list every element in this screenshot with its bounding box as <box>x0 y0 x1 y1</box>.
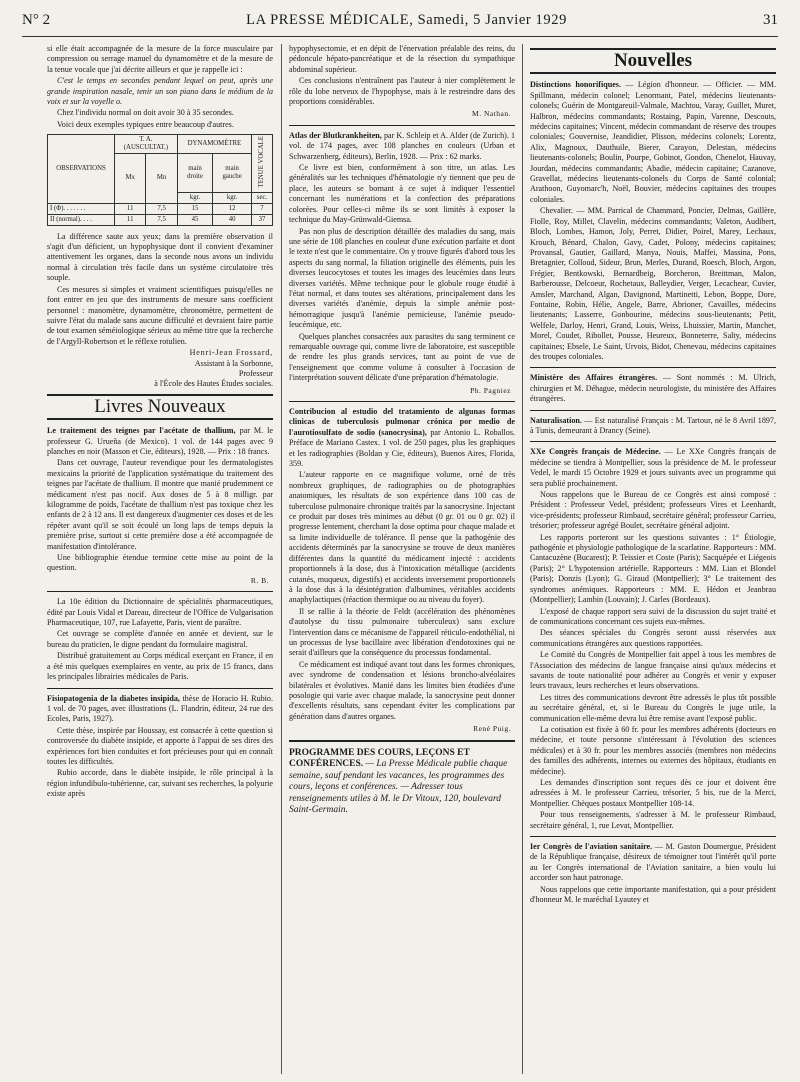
news-item: Ier Congrès de l'aviation sanitaire. — M. Gaston Doumergue, Président de la République française, désireux de témoigner tout l'intérêt qu'il porte au Ier Congrès international de l'Aviation sanitaire, a bien voulu lui accorder son haut patronage. <box>530 842 776 883</box>
paragraph: Ces conclusions n'entraînent pas l'auteur à nier complètement le rôle du lobe nerveux de l'hypophyse, mais à le restreindre dans des proportions considérables. <box>289 76 515 107</box>
paragraph: La 10e édition du Dictionnaire de spécialités pharmaceutiques, édité par Louis Vidal et Dareau, directeur de l'Office de Vulgarisation Pharmaceutique, 107, rue Lafayette, Paris, vient de paraître. <box>47 597 273 628</box>
paragraph: Nous rappelons que cette importante manifestation, qui a pour président d'honneur M. le maréchal Lyautey et <box>530 884 776 905</box>
issue-number: N° 2 <box>22 12 51 28</box>
header-rule <box>22 36 778 37</box>
paragraph: Les titres des communications devront être adressés le plus tôt possible au secrétaire général, et, si le Bureau du Congrès le juge utile, la communication elle-même devra lui être remise avant l'exposé public. <box>530 692 776 723</box>
column-left <box>47 44 273 1074</box>
paragraph: Distribué gratuitement au Corps médical exerçant en France, il en a été mis quelques exemplaires en vente, au prix de 15 francs, dans les principales librairies médicales de Paris. <box>47 651 273 682</box>
table-row: I (Φ). . . . . . . 11 7,5 15 12 7 <box>48 203 273 214</box>
table-row: II (normal). . . . 11 7,5 45 40 37 <box>48 214 273 225</box>
table-unit: kgr. <box>177 192 212 203</box>
book-review-heading: Contribucion al estudio del tratamiento de algunas formas clinicas de tuberculosis pulmonar crónica por medio de l'aurotiosulfato de sodio (sanocrysina), par Antonio L. Roballos. Préface de Mariano Castex. 1 vol. de 250 pages, plus les graphiques et les radiographies (Boldan y Cie, éditeurs), Buenos Aires, Florida, 359. <box>289 407 515 469</box>
paragraph: Rubio accorde, dans le diabète insipide, le rôle principal à la région infundibulo-tubérienne, car, suivant ses recherches, la polyurie existe après <box>47 768 273 799</box>
review-signature: R. B. <box>250 575 269 585</box>
review-signature: Ph. Pagniez <box>470 385 511 395</box>
section-header-nouvelles <box>530 48 776 74</box>
divider <box>47 688 273 689</box>
programme-notice <box>289 748 515 817</box>
paragraph: Les demandes d'inscription sont reçues dès ce jour et doivent être adressées à M. le professeur Carrieu, trésorier, 5 bis, rue de la Merci, Montpellier. Chèques postaux Montpellier 108-14. <box>530 778 776 808</box>
table-header-ta: T. A. (AUSCULTAT.) <box>115 135 178 154</box>
section-title: Nouvelles <box>613 50 693 71</box>
news-item: Ministère des Affaires étrangères. — Sont nommés : M. Ulrich, chirurgien et M. Déhague, médecin neurologiste, du ministère des Affaires étrangères. <box>530 373 776 404</box>
divider <box>47 591 273 592</box>
table-header-observations: OBSERVATIONS <box>48 135 115 203</box>
paragraph: Chez l'individu normal on doit avoir 30 à 35 secondes. <box>57 108 234 118</box>
paragraph: Il se rallie à la théorie de Feldt (accélération des phénomènes d'autolyse du tissu pulmonaire tuberculeux) sans exclure l'intervention dans ce mécanisme de l'appareil réticulo-endothélial, ni un processus de lyse bacillaire avec libération d'endotoxines qui ne serait d'ailleurs que la conséquence du processus fondamental. <box>289 606 515 658</box>
table-header-main-droite: main droite <box>177 154 212 192</box>
section-title: Livres Nouveaux <box>94 395 226 417</box>
divider <box>289 740 515 742</box>
table-header-main-gauche: main gauche <box>213 154 252 192</box>
running-header <box>22 12 778 34</box>
book-review-heading: Fisiopatogenia de la diabetes insipida, thèse de Horacio H. Rubio. 1 vol. de 70 pages, avec illustrations (L. Flandrin, éditeur, 24 rue des Ecoles, Paris, 1927). <box>47 693 273 724</box>
table-header-dynamometre: DYNAMOMÈTRE <box>177 135 251 154</box>
paragraph: Des séances spéciales du Congrès seront aussi réservées aux communications étrangères aux questions rapportées. <box>530 628 776 648</box>
programme-text: — La Presse Médicale publie chaque semaine, sauf pendant les vacances, les programmes des cours, leçons et conférences. — Adresser tous renseignements utiles à M. le Dr Vitoux, 120, boulevard Saint-Germain. <box>289 759 508 816</box>
column-rule-left <box>281 44 282 1074</box>
paragraph: Les rapports porteront sur les questions suivantes : 1° Étiologie, pathogénie et physiologie pathologique de la scarlatine. Rapporteurs : MM. Cantacuzène (Bucarest); P. Teissier et Coste (Paris); Sacquépée et Liégeois (Paris); 2° L'hypotension artérielle. Rapporteurs : MM. Lian et Blondel (Paris); Donzis (Lyon); G. Giraud (Montpellier); 3° Le traitement des syndromes anémiques. Rapporteurs : MM. E. Hédon et Jeanbrau (Montpellier); Lambin (Louvain); J. Carles (Bordeaux). <box>530 532 776 605</box>
author-signature: Henri-Jean Frossard, Assistant à la Sorbonne, Professeur à l'École des Hautes Études sociales. <box>154 348 273 389</box>
divider <box>289 401 515 402</box>
paragraph: Ces mesures si simples et vraiment scientifiques puisqu'elles ne font entrer en jeu que des instruments de mesure sans coefficient personnel : manomètre, dynamomètre, chronomètre, permettent de suivre l'état du malade sans aucune difficulté et devraient faire partie de tout examen séméiologique sérieux au même titre que la recherche de l'Argyll-Robertson et le réflexe rotulien. <box>47 284 273 346</box>
paragraph: L'exposé de chaque rapport sera suivi de la discussion du sujet traité et de communications concernant ces sujets eux-mêmes. <box>530 606 776 626</box>
divider <box>289 125 515 126</box>
news-item: XXe Congrès français de Médecine. — Le XXe Congrès français de médecine se tiendra à Montpellier, sous la présidence de M. le professeur Vedel, le mardi 15 Octobre 1929 et jours suivants avec un programme qui sera publié prochainement. <box>530 447 776 488</box>
article-continuation: si elle était accompagnée de la mesure de la force musculaire par compression ou serrage manuel du dynamomètre et de la mesure de la tenue vocale que j'ai décrite ailleurs et que je rappelle ici : <box>47 44 273 74</box>
paragraph: Le Comité du Congrès de Montpellier fait appel à tous les membres de l'Association des médecins de langue française ainsi qu'aux médecins et savants de toute nationalité pour adhérer au Congrès et venir y exposer leurs travaux, leurs recherches et leurs observations. <box>530 650 776 691</box>
paragraph: Chevalier. — MM. Parrical de Chammard, Poncier, Delmas, Gaillère, Fiolle, Roy, Millet, Clavelin, médecins commandants; Valeton, Audibert, Bloch, Lombes, Hamon, Joly, Perret, Didier, Poirel, Marey, Lechaux, Krouch, Bénard, Chalon, Gavy, Cadet, Polony, médecins capitaines; Provansal, Gautier, Gaillard, Manya, Nouis, Maffei, Massina, Pons, Bretagnier, Colloud, Sideur, Brun, Merles, Durand, Roesch, Bloch, Argon, Frégier, Bentkowski, Bernardbeig, Borcheron, Breittman, Malon, Barberousse, Delcoeur, Rochetaux, Balleydier, Verger, Lecachear, Cuvier, Amsler, Marchand, Algan, Davignond, Martinetti, Lebon, Boppe, Dore, Fontaine, Robin, Hélie, Angele, Barre, Abrioner, Cavailles, médecins lieutenants; Lasserre, Gonbourine, médecins sous-lieutenants; Petit, Welfele, Darloy, Henri, Grand, Louis, Weiss, Lhuissier, Martin, Manchet, Morel, Coudet, Ribollet, Pousse, Heureux, Bonneterre, Salty, médecins capitaines; Ebsele, Le Saint, Urvois, Bidot, Chenevau, médecins capitaines des troupes coloniales. <box>530 206 776 361</box>
measurements-table <box>47 134 273 225</box>
definition-quote: C'est le temps en secondes pendant lequel on peut, après une grande inspiration nasale, tenir un son piano dans le médium de la voix et sur la voyelle o. <box>47 76 273 107</box>
paragraph: Pas non plus de description détaillée des maladies du sang, mais une série de 108 planches en couleur d'une exécution parfaite et dont le texte n'est que le commentaire. On y trouve figurés d'abord tous les aspects du sang normal, la filiation originelle des éléments, puis les diverses leucocytoses et toutes les images des leucémies dans leurs diverses variétés. Même technique pour le globule rouge étudié à l'état normal, et dans toutes ses altérations, principalement dans les diverses variétés d'anémie, depuis la simple anémie post-hémorragique jusqu'à l'anémie pernicieuse, l'anémie pseudo-leucémique, etc. <box>289 226 515 330</box>
paragraph: Cet ouvrage se complète d'année en année et devient, sur le bureau du praticien, le digne pendant du formulaire magistral. <box>47 629 273 649</box>
paragraph: Cette thèse, inspirée par Houssay, est consacrée à cette question si controversée du diabète insipide, et apporte à l'appui de ses dires des expériences fort bien conduites et fort précieuses pour qui en connaît toutes les difficultés. <box>47 725 273 766</box>
divider <box>530 410 776 411</box>
news-item: Naturalisation. — Est naturalisé Français : M. Tartour, né le 8 Avril 1897, à Tunis, demeurant à Drancy (Seine). <box>530 415 776 435</box>
paragraph: Une bibliographie étendue termine cette mise au point de la question. <box>47 553 273 573</box>
section-header-livres <box>47 394 273 420</box>
paragraph: Nous rappelons que le Bureau de ce Congrès est ainsi composé : Président : Professeur Vedel, président; professeurs Vires et Leenhardt, vice-présidents; professeur Rimbaud, secrétaire général; professeur Carrieu, trésorier; professeur agrégé Boulet, secrétaire général adjoint. <box>530 490 776 531</box>
paragraph: L'auteur rapporte en ce magnifique volume, orné de très nombreux graphiques, de radiographies ou de photographies anatomiques, les résultats de son expérience dans 100 cas de tuberculose pulmonaire chronique traités par la sanocrysine. Injectant ce produit par doses très minimes au début (0 gr. 01 ou 0 gr. 02) il progresse lentement, cherchant la dose optima pour chaque malade et sa limite individuelle de tolérance. Il pense que la pathogénie des accidents déterminés par la sanocrysine se trouve de deux manières différentes dans la quantité du médicament injecté : accidents proportionnels à la dose, dus à l'intoxication métallique (accidents cutanés, muqueux, digestifs) et accidents inversement proportionnels à la dose dus à la désintégration d'albumines, véritables accidents anaphylactiques (réaction thermique ou au niveau du foyer). <box>289 470 515 605</box>
page-number: 31 <box>763 12 778 28</box>
paragraph: Voici deux exemples typiques entre beaucoup d'autres. <box>57 119 234 129</box>
journal-title: LA PRESSE MÉDICALE, Samedi, 5 Janvier 1929 <box>246 12 567 28</box>
book-review-heading: Atlas der Blutkrankheiten, par K. Schleip et A. Alder (de Zurich). 1 vol. de 174 pages, avec 108 planches en couleurs (Urban et Schwarzenberg, éditeurs), Berlin, 1928. — Prix : 62 marks. <box>289 130 515 161</box>
paragraph: Pour tous renseignements, s'adresser à M. le professeur Rimbaud, secrétaire général, 1, rue Levat, Montpellier. <box>530 810 776 830</box>
paragraph: Quelques planches consacrées aux parasites du sang terminent ce remarquable ouvrage qui, comme livre de laboratoire, est susceptible de rendre les plus grands services, tant au point de vue de l'enseignement que comme volume à consulter à l'occasion de l'interprétation souvent délicate d'une préparation d'hématologie. <box>289 331 515 383</box>
paragraph: La cotisation est fixée à 60 fr. pour les membres adhérents (docteurs en médecine, et toute personne s'intéressant à l'évolution des sciences médicales) et à 30 fr. pour les membres associés (membres non médecins des familles des adhérents, internes ou externes des hôpitaux, étudiants en médecine). <box>530 724 776 776</box>
table-unit: kgr. <box>213 192 252 203</box>
column-rule-right <box>522 44 523 1074</box>
article-continuation: hypophysectomie, et en dépit de l'énervation préalable des reins, du pédoncule hépato-pancréatique et de la résection du sympathique abdominal supérieur. <box>289 44 515 74</box>
programme-title: PROGRAMME DES COURS, LEÇONS ET CONFÉRENCES. <box>289 747 470 770</box>
paragraph: Ce livre est bien, conformément à son titre, un atlas. Les généralités sur les techniques d'hématologie n'y tiennent que peu de place, les auteurs se bornant à ce sujet à indiquer l'essentiel concernant les numérations et la confection des préparations colorées. Pour celles-ci même ils se sont limités à exposer la technique du May-Grünwald-Giemsa. <box>289 163 515 225</box>
table-header-mx: Mx <box>115 154 146 203</box>
divider <box>530 836 776 837</box>
paragraph: Ce médicament est indiqué avant tout dans les formes chroniques, avec syndrome de condensation et lésions broncho-alvéolaires bilatérales et évolutives. Manié dans les limites bien étudiées d'une posologie qui varie avec chaque malade, la sanocrysine peut donner d'excellents résultats, sans cependant éviter les complications par génération dans d'autres organes. <box>289 659 515 721</box>
news-item: Distinctions honorifiques. — Légion d'honneur. — Officier. — MM. Spillmann, médecin colonel; Lenormant, Patel, médecins lieutenants-colonels; Guérin de Montgareuil-Valmale, Machtou, Varay, Guillet, Muret, Halbron, médecins commandants; Rostaing, Papin, Varenne, Descouts, médecins capitaines; Vincent, médecin commandant de réserve des troupes coloniales; Gouvernise, Jeandidier, Plisson, médecins colonels; Lorentz, Alix, Magnoux, Dauthuile, Bierer, Carayon, Delestan, médecins lieutenants-colonels; Boulin, Pourpe, Gobinot, Gondon, Chenelot, Hauvay, Jourdan, médecins commandants; Abadie, médecin capitaine; Cazanove, Gravellat, médecins lieutenants-colonels du Corps de Santé colonial; Arathoon, Guyomarc'h, Noël, Bouvier, médecins capitaines des troupes coloniales. <box>530 80 776 204</box>
divider <box>530 441 776 442</box>
divider <box>530 367 776 368</box>
review-signature: René Puig. <box>473 724 511 734</box>
paragraph: Dans cet ouvrage, l'auteur revendique pour les dermatologistes mexicains la priorité de l'application systématique du traitement des teignes par l'acétate de thallium. Il montre que manié prudemment ce médicament n'est pas nocif. Aux doses de 5 à 8 milligr. par kilogramme de poids, l'acétate de thallium n'est pas toxique chez les enfants de 2 à 12 ans. Il est dangereux d'augmenter ces doses et de les répéter avant qu'il se soit écoulé un long laps de temps depuis la première prise, surtout si cette première dose a été accompagnée de manifestation d'intolérance. <box>47 458 273 551</box>
table-header-tenue-vocale: TENUE VOCALE <box>258 136 265 188</box>
table-unit: sec. <box>252 192 273 203</box>
book-review-heading: Le traitement des teignes par l'acétate de thallium, par M. le professeur G. Urueña (de Mexico). 1 vol. de 144 pages avec 9 planches en noir (Masson et Cie, éditeurs), 1928. — Prix : 18 francs. <box>47 426 273 456</box>
review-signature: M. Nathan. <box>472 109 511 119</box>
column-right <box>530 44 776 1074</box>
table-header-mn: Mn <box>146 154 177 203</box>
column-middle <box>289 44 515 1074</box>
paragraph: La différence saute aux yeux; dans la première observation il s'agit d'un déficient, un hypophysique dont il convient d'examiner attentivement les organes, dans la seconde nous avons un individu normal à circulation très facile dans un système circulatoire très souple. <box>47 231 273 283</box>
